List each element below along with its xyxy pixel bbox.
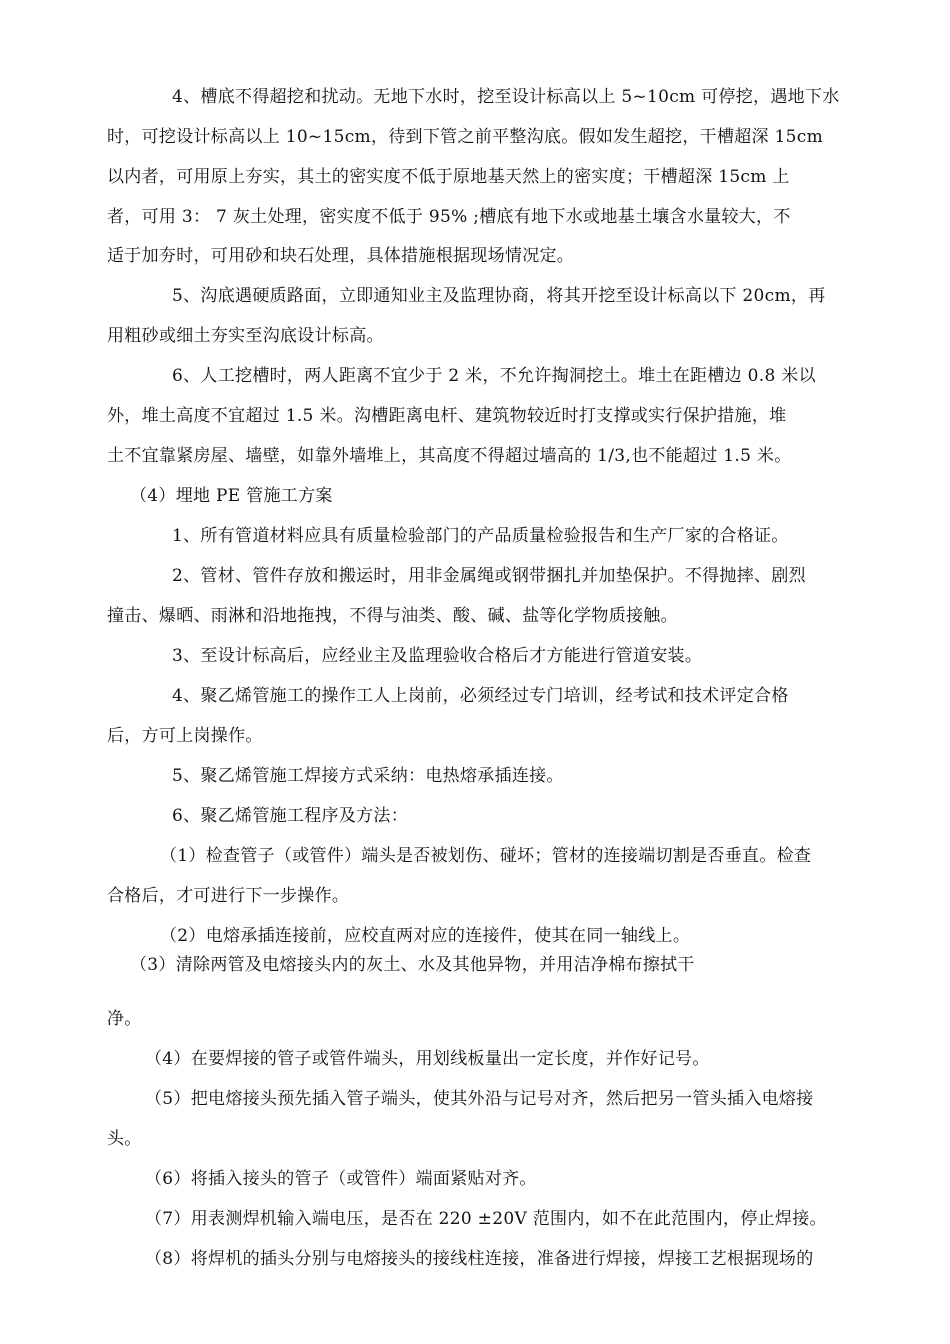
- text-line: 外，堆土高度不宜超过 1.5 米。沟槽距离电杆、建筑物较近时打支撑或实行保护措施，堆: [107, 406, 787, 426]
- text-line: 合格后，才可进行下一步操作。: [107, 886, 350, 906]
- text-line: 净。: [107, 1009, 142, 1029]
- text-line: 土不宜靠紧房屋、墙壁，如靠外墙堆上，其高度不得超过墙高的 1/3,也不能超过 1.5 米。: [107, 446, 792, 466]
- text-line: （7）用表测焊机输入端电压，是否在 220 ±20V 范围内，如不在此范围内，停止焊接。: [145, 1209, 827, 1229]
- text-line: 6、聚乙烯管施工程序及方法：: [172, 806, 409, 826]
- text-line: 6、人工挖槽时，两人距离不宜少于 2 米，不允许掏洞挖土。堆土在距槽边 0.8 米以: [172, 366, 816, 386]
- text-line: 4、槽底不得超挖和扰动。无地下水时，挖至设计标高以上 5~10cm 可停挖，遇地下水: [172, 87, 840, 107]
- text-line: 时，可挖设计标高以上 10~15cm，待到下管之前平整沟底。假如发生超挖，干槽超深 15cm: [107, 127, 824, 147]
- text-line: 以内者，可用原上夯实，其土的密实度不低于原地基天然上的密实度；干槽超深 15cm 上: [107, 167, 790, 187]
- text-line: 4、聚乙烯管施工的操作工人上岗前，必须经过专门培训，经考试和技术评定合格: [172, 686, 789, 706]
- text-line: （1）检查管子（或管件）端头是否被划伤、碰坏；管材的连接端切割是否垂直。检查: [160, 846, 812, 866]
- text-line: 后，方可上岗操作。: [107, 726, 263, 746]
- text-line: 撞击、爆晒、雨淋和沿地拖拽，不得与油类、酸、碱、盐等化学物质接触。: [107, 606, 678, 626]
- text-line: 用粗砂或细土夯实至沟底设计标高。: [107, 326, 384, 346]
- text-line: 头。: [107, 1129, 142, 1149]
- text-line: 2、管材、管件存放和搬运时，用非金属绳或钢带捆扎并加垫保护。不得抛摔、剧烈: [172, 566, 806, 586]
- text-line: 1、所有管道材料应具有质量检验部门的产品质量检验报告和生产厂家的合格证。: [172, 526, 789, 546]
- text-line: （5）把电熔接头预先插入管子端头，使其外沿与记号对齐，然后把另一管头插入电熔接: [145, 1089, 814, 1109]
- text-line: （4）在要焊接的管子或管件端头，用划线板量出一定长度，并作好记号。: [145, 1049, 710, 1069]
- text-line: 5、聚乙烯管施工焊接方式采纳：电热熔承插连接。: [172, 766, 564, 786]
- text-line: （2）电熔承插连接前，应校直两对应的连接件，使其在同一轴线上。: [160, 926, 691, 946]
- text-line: （6）将插入接头的管子（或管件）端面紧贴对齐。: [145, 1169, 537, 1189]
- text-line: 3、至设计标高后，应经业主及监理验收合格后才方能进行管道安装。: [172, 646, 703, 666]
- text-line: 者，可用 3： 7 灰土处理，密实度不低于 95% ;槽底有地下水或地基土壤含水量较大，不: [107, 207, 791, 227]
- text-line: （3）清除两管及电熔接头内的灰土、水及其他异物，并用洁净棉布擦拭干: [130, 955, 695, 975]
- text-line: 适于加夯时，可用砂和块石处理，具体措施根据现场情况定。: [107, 246, 575, 266]
- text-line: 5、沟底遇硬质路面，立即通知业主及监理协商，将其开挖至设计标高以下 20cm，再: [172, 286, 826, 306]
- section-heading: （4）埋地 PE 管施工方案: [130, 486, 333, 506]
- text-line: （8）将焊机的插头分别与电熔接头的接线柱连接，准备进行焊接，焊接工艺根据现场的: [145, 1249, 814, 1269]
